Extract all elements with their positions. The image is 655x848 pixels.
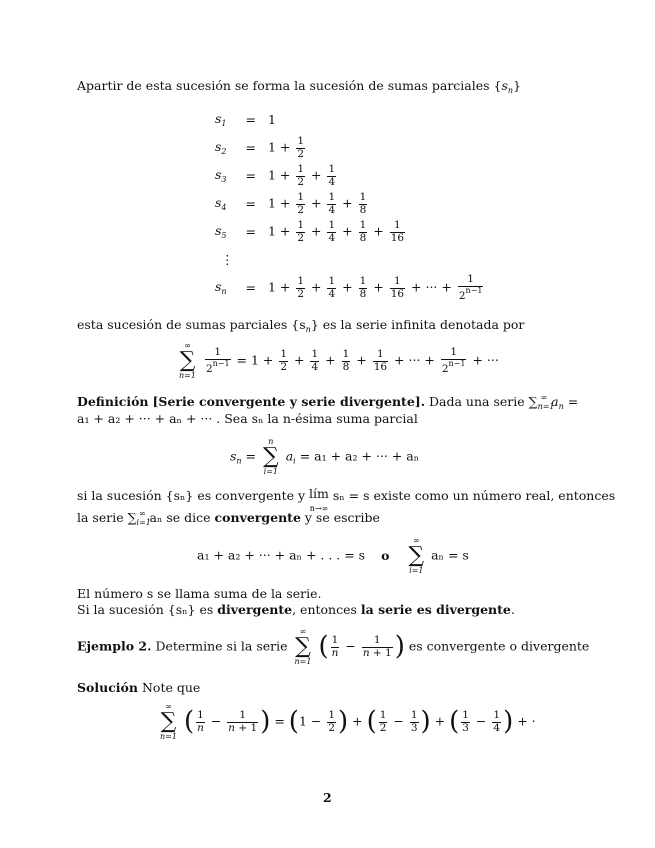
sn-set: $\{s_n\}$ <box>493 78 522 95</box>
definition-label: Definición <box>77 394 149 409</box>
sum-symbol: ∞ ∑ n=1 <box>179 341 196 380</box>
partial-sums-table <box>215 106 489 302</box>
definition-text: Dada una serie <box>429 394 525 409</box>
period: . <box>510 602 515 617</box>
divergente-term: divergente <box>217 602 293 617</box>
page-number: 2 <box>323 790 332 805</box>
example-text: Determine si la serie <box>155 638 288 654</box>
serie-text: la serie <box>77 510 124 525</box>
convergence-text-2: sₙ = s existe como un número real, entonces <box>332 488 616 503</box>
definition-text-2: a₁ + a₂ + ··· + aₙ + ··· . Sea sₙ la n-ésima suma parcial <box>77 411 418 426</box>
series-sentence-text: esta sucesión de sumas parciales {s <box>77 317 306 332</box>
equation-right: aₙ = s <box>431 547 469 563</box>
series-sentence-end: } es la serie infinita denotada por <box>310 317 525 332</box>
partial-sum-row: $s_3$ = 1 + $\frac{1}{2}$ + $\frac{1}{4}$ <box>215 162 336 188</box>
convergence-text: si la sucesión {sₙ} es convergente y <box>77 488 306 503</box>
lim-text: lím <box>309 486 329 501</box>
solution-line <box>77 680 200 697</box>
sum-symbol: ∞ ∑ n=1 <box>294 627 312 666</box>
convergent-equation <box>197 537 469 575</box>
suma-line <box>77 586 322 603</box>
definition-line-1: Definición [Serie convergente y serie divergente]. Dada una serie $\sum_{n=1}^\infty$ $a_n$ = <box>77 393 579 411</box>
intro-paragraph <box>77 78 521 97</box>
divergence-text-2: , entonces <box>292 602 357 617</box>
example-text-end: es convergente o divergente <box>408 638 590 654</box>
convergente-term: convergente <box>214 510 301 525</box>
partial-sum-row: $s_5$ = 1 + $\frac{1}{2}$ + $\frac{1}{4}$ + $\frac{1}{8}$ + $\frac{1}{16}$ <box>215 218 405 244</box>
divergence-text: Si la sucesión {sₙ} es <box>77 602 214 617</box>
equation-left: a₁ + a₂ + ··· + aₙ + . . . = s <box>197 547 366 563</box>
sn-formula-rhs: = a₁ + a₂ + ··· + aₙ <box>299 448 420 464</box>
partial-sum-row: $s_4$ = 1 + $\frac{1}{2}$ + $\frac{1}{4}$ + $\frac{1}{8}$ <box>215 190 367 216</box>
definition-line-2 <box>77 411 418 428</box>
definition-title: [Serie convergente y serie divergente]. <box>152 394 426 409</box>
partial-sum-row: $s_2$ = 1 + $\frac{1}{2}$ <box>215 134 305 160</box>
series-sentence: esta sucesión de sumas parciales $\{s_n\}$ es la serie infinita denotada por <box>77 317 525 334</box>
solution-formula: ∞ ∑ n=1 ( $\frac{1}{n}$ − $\frac{1}{n + 1}$ ) = (1 − $\frac{1}{2}$ ) + ( $\frac{1}{2}$ − $\frac{1}{3}$ ) + ( $\frac{1}{3}$ − $\frac{1}{4}$ ) + · <box>160 702 536 741</box>
sum-symbol: ∞ ∑ i=1 <box>408 536 425 575</box>
divergence-line <box>77 602 515 619</box>
lim-sub: n→∞ <box>309 503 329 513</box>
divergence-conclusion: la serie es divergente <box>360 602 511 617</box>
suma-text: El número s se llama suma de la serie. <box>77 586 322 601</box>
example-label: Ejemplo 2. <box>77 638 152 654</box>
example-line: Ejemplo 2. Determine si la serie ∞ ∑ n=1 ( $\frac{1}{n}$ − $\frac{1}{n + 1}$ ) es convergente o divergente <box>77 627 590 666</box>
sum-symbol: ∞ ∑ n=1 <box>160 702 177 741</box>
solution-text: Note que <box>141 680 201 695</box>
sn-formula: $s_n$ = n ∑ i=1 $a_i = a_1 + a_2$ + ··· + aₙ <box>230 437 420 476</box>
partial-sum-row: $s_1$ = 1 <box>215 110 276 128</box>
partial-sum-row: $s_n$ = 1 + $\frac{1}{2}$ + $\frac{1}{4}$ + $\frac{1}{8}$ + $\frac{1}{16}$ + ··· + $\frac{1}{2^{n-1}}$ <box>215 273 483 302</box>
sum-symbol: n ∑ i=1 <box>263 437 279 476</box>
partial-sum-row: ⋮ <box>221 251 234 267</box>
serie-text-2: aₙ se dice <box>149 510 211 525</box>
serie-text-3: y se escribe <box>304 510 380 525</box>
series-formula: ∞ ∑ n=1 $\frac{1}{2^{n-1}}$ = 1 + $\frac{1}{2}$ + $\frac{1}{4}$ + $\frac{1}{8}$ + $\frac{1}{16}$ + ··· + $\frac{1}{2^{n-1}}$ + ··· <box>179 341 499 380</box>
intro-text: Apartir de esta sucesión se forma la sucesión de sumas parciales <box>77 78 490 93</box>
serie-line: la serie $\sum_{i=1}^\infty$ aₙ se dice convergente y se escribe <box>77 509 380 527</box>
or-word: o <box>381 547 390 563</box>
solution-label: Solución <box>77 680 138 695</box>
